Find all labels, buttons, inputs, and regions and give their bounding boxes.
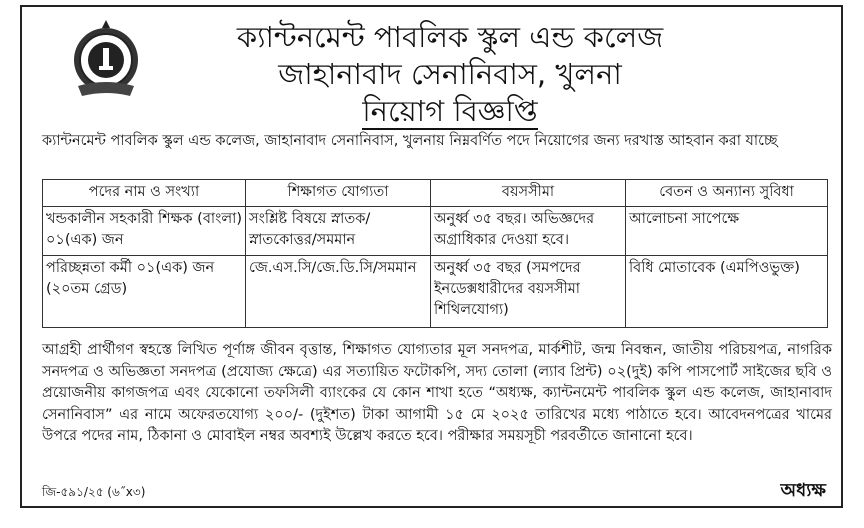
signatory: অধ্যক্ষ [780,480,826,501]
cell-post: পরিচ্ছন্নতা কর্মী ০১(এক) জন (২০তম গ্রেড) [43,256,246,328]
table-row [43,207,828,256]
institution-name: ক্যান্টনমেন্ট পাবলিক স্কুল এন্ড কলেজ [236,20,664,54]
cell-age-limit: অনুর্ধ্ব ৩৫ বছর (সমপদের ইনডেক্সধারীদের বয়সসীমা শিথিলযোগ্য) [431,256,626,328]
table-header-row [43,180,828,207]
header-qualification: শিক্ষাগত যোগ্যতা [246,180,431,207]
school-logo-emblem [68,20,144,100]
cell-salary: আলোচনা সাপেক্ষে [626,207,828,256]
cell-post: খন্ডকালীন সহকারী শিক্ষক (বাংলা) ০১(এক) জন [43,207,246,256]
cell-age-limit: অনুর্ধ্ব ৩৫ বছর। অভিজ্ঞদের অগ্রাধিকার দেওয়া হবে। [431,207,626,256]
header-salary: বেতন ও অন্যান্য সুবিধা [626,180,828,207]
cell-qualification: সংশ্লিষ্ট বিষয়ে স্নাতক/ স্নাতকোত্তর/সমমান [246,207,431,256]
reference-number: জি-৫৯১/২৫ (৬˝x৩) [42,485,146,499]
notice-title: নিয়োগ বিজ্ঞপ্তি [362,94,538,128]
header-post: পদের নাম ও সংখ্যা [43,180,246,207]
cell-qualification: জে.এস.সি/জে.ডি.সি/সমমান [246,256,431,328]
header-age-limit: বয়সসীমা [431,180,626,207]
application-instructions: আগ্রহী প্রার্থীগণ স্বহস্তে লিখিত পূর্ণাঙ্গ জীবন বৃত্তান্ত, শিক্ষাগত যোগ্যতার মূল সনদপত্র, মার্কশীট, জন্ম নিবন্ধন, জাতীয় পরিচয়পত্র, নাগরিক সনদপত্র ও অভিজ্ঞতা সনদপত্র (প্রযোজ্য ক্ষেত্রে) এর সত্যায়িত ফটোকপি, সদ্য তোলা (ল্যাব প্রিন্ট) ০২(দুই) কপি পাসপোর্ট সাইজের ছবি ও প্রয়োজনীয় কাগজপত্র এবং যেকোনো তফসিলী ব্যাংকের যে কোন শাখা হতে “অধ্যক্ষ, ক্যান্টনমেন্ট পাবলিক স্কুল এন্ড কলেজ, জাহানাবাদ সেনানিবাস” এর নামে অফেরতযোগ্য ২০০/- (দুইশত) টাকা আগামী ১৫ মে ২০২৫ তারিখের মধ্যে পাঠাতে হবে। আবেদনপত্রের খামের উপরে পদের নাম, ঠিকানা ও মোবাইল নম্বর অবশ্যই উল্লেখ করতে হবে। পরীক্ষার সময়সূচী পরবর্তীতে জানানো হবে। [42,342,832,444]
institution-location: জাহানাবাদ সেনানিবাস, খুলনা [278,57,622,91]
intro-text: ক্যান্টনমেন্ট পাবলিক স্কুল এন্ড কলেজ, জাহানাবাদ সেনানিবাস, খুলনায় নিম্নবর্ণিত পদে নিয়োগের জন্য দরখাস্ত আহবান করা যাচ্ছে [42,133,778,149]
cell-salary: বিধি মোতাবেক (এমপিওভুক্ত) [626,256,828,328]
vacancy-table [42,179,828,328]
table-row [43,256,828,328]
